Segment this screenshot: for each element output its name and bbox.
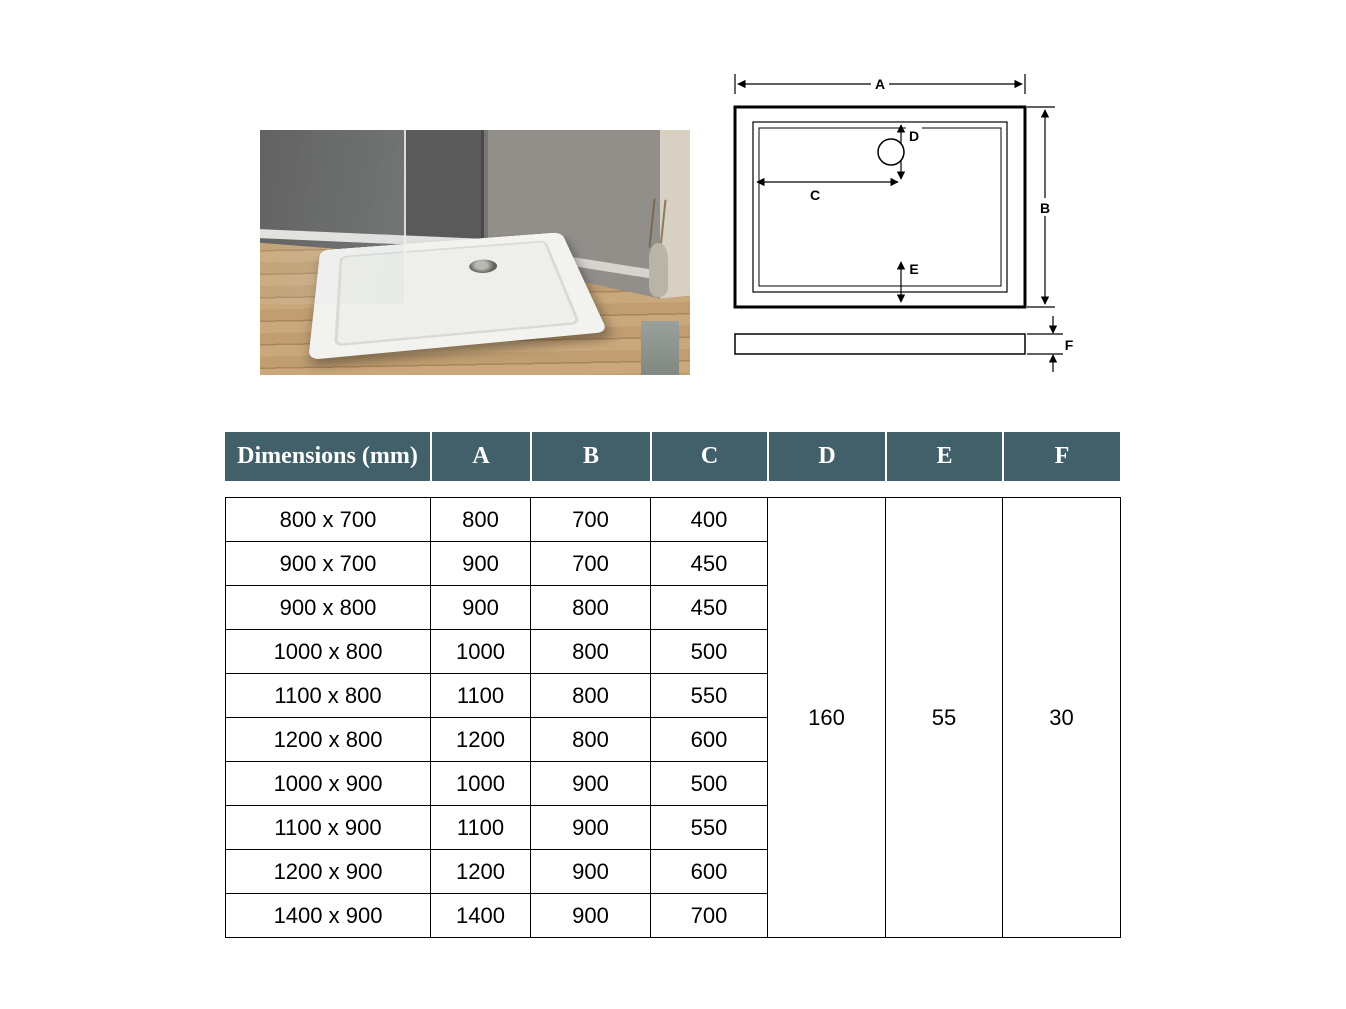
- cell-value: 800: [531, 674, 651, 718]
- cell-value: 1000: [431, 762, 531, 806]
- header-c: C: [650, 432, 767, 481]
- dim-a-label: A: [874, 76, 886, 92]
- cell-value: 800: [531, 630, 651, 674]
- dim-c-label: C: [809, 187, 821, 203]
- cell-dimension: 1200 x 900: [226, 850, 431, 894]
- decor-pedestal: [641, 321, 680, 375]
- header-f: F: [1002, 432, 1120, 481]
- cell-dimension: 1000 x 800: [226, 630, 431, 674]
- cell-value: 500: [651, 762, 768, 806]
- cell-merged-f: 30: [1003, 498, 1121, 938]
- drain-circle: [878, 139, 904, 165]
- cell-value: 1100: [431, 674, 531, 718]
- cell-value: 1400: [431, 894, 531, 938]
- tray-side-view: [735, 334, 1025, 354]
- cell-value: 800: [531, 718, 651, 762]
- cell-dimension: 1000 x 900: [226, 762, 431, 806]
- spec-table-body: [226, 498, 1121, 938]
- header-b: B: [530, 432, 650, 481]
- cell-value: 550: [651, 674, 768, 718]
- cell-value: 600: [651, 850, 768, 894]
- dimension-diagram: [715, 62, 1080, 380]
- cell-value: 900: [531, 806, 651, 850]
- dim-e-label: E: [909, 261, 919, 277]
- cell-value: 1100: [431, 806, 531, 850]
- cell-dimension: 1400 x 900: [226, 894, 431, 938]
- cell-dimension: 1200 x 800: [226, 718, 431, 762]
- cell-value: 900: [431, 586, 531, 630]
- cell-value: 800: [431, 498, 531, 542]
- cell-merged-e: 55: [886, 498, 1003, 938]
- cell-dimension: 800 x 700: [226, 498, 431, 542]
- cell-value: 450: [651, 542, 768, 586]
- spec-row: [226, 498, 1121, 542]
- decor-vase: [649, 243, 668, 297]
- tray-outline-outer: [735, 107, 1025, 307]
- cell-value: 800: [531, 586, 651, 630]
- cell-value: 900: [531, 894, 651, 938]
- cell-value: 700: [651, 894, 768, 938]
- cell-value: 900: [531, 850, 651, 894]
- dimension-diagram-svg: [715, 62, 1080, 380]
- table-header-row: [225, 432, 1120, 481]
- header-a: A: [430, 432, 530, 481]
- header-d: D: [767, 432, 885, 481]
- cell-dimension: 900 x 700: [226, 542, 431, 586]
- dim-f-label: F: [1064, 337, 1074, 353]
- cell-value: 500: [651, 630, 768, 674]
- cell-value: 900: [531, 762, 651, 806]
- cell-value: 600: [651, 718, 768, 762]
- cell-value: 700: [531, 498, 651, 542]
- header-dimensions: Dimensions (mm): [237, 443, 418, 469]
- cell-value: 1200: [431, 850, 531, 894]
- cell-dimension: 1100 x 900: [226, 806, 431, 850]
- product-photo: [260, 130, 690, 375]
- dimensions-table: [225, 432, 1120, 938]
- dim-d-label: D: [908, 128, 920, 144]
- dim-b-label: B: [1039, 200, 1051, 216]
- cell-merged-d: 160: [768, 498, 886, 938]
- cell-value: 1000: [431, 630, 531, 674]
- cell-value: 1200: [431, 718, 531, 762]
- cell-dimension: 1100 x 800: [226, 674, 431, 718]
- glass-panel: [260, 130, 406, 304]
- cell-value: 900: [431, 542, 531, 586]
- spec-table: [225, 497, 1121, 938]
- cell-value: 700: [531, 542, 651, 586]
- cell-value: 550: [651, 806, 768, 850]
- cell-value: 450: [651, 586, 768, 630]
- cell-dimension: 900 x 800: [226, 586, 431, 630]
- header-e: E: [885, 432, 1002, 481]
- cell-value: 400: [651, 498, 768, 542]
